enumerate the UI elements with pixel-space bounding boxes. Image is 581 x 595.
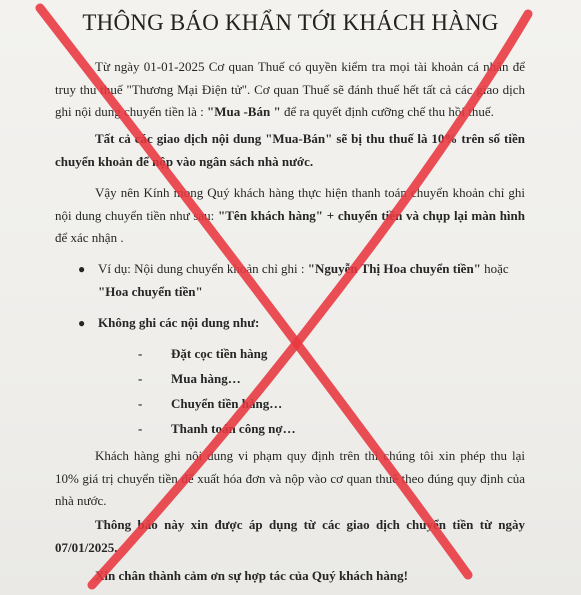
bullet-dot-icon: ● — [78, 316, 86, 330]
list-item: Thanh toán công nợ… — [171, 421, 296, 436]
bullet-example: ● Ví dụ: Nội dung chuyển khoản chỉ ghi : "Nguyễn Thị Hoa chuyển tiền" hoặc "Hoa chuyển tiền" — [98, 258, 528, 303]
paragraph-tax-rate: Tất cả các giao dịch nội dung "Mua-Bán" sẽ bị thu thuế là 10% trên số tiền chuyển khoản để nộp vào ngân sách nhà nước. — [55, 131, 525, 169]
dash-marker: - — [138, 421, 143, 436]
paragraph-violation: Khách hàng ghi nội dung vi phạm quy định trên thì chúng tôi xin phép thu lại 10% giá trị chuyển tiền để xuất hóa đơn và nộp vào cơ quan thuế theo đúng quy định của nhà nước. — [55, 448, 525, 508]
paragraph-tax-inspection: Từ ngày 01-01-2025 Cơ quan Thuế có quyền kiểm tra mọi tài khoản cá nhân để truy thu thuế "Thương Mại Điện tử". Cơ quan Thuế sẽ đánh thuế hết tất cả các giao dịch ghi nội dung chuyển tiền là : "Mua -Bán " để ra quyết định cưỡng chế thu hồi thuế. — [55, 59, 525, 119]
list-item: Đặt cọc tiền hàng — [171, 346, 268, 361]
paragraph-transfer-instruction: Vậy nên Kính mong Quý khách hàng thực hiện thanh toán chuyển khoản chỉ ghi nội dung chuyển tiền như sau: "Tên khách hàng" + chuyển tiền và chụp lại màn hình để xác nhận . — [55, 185, 525, 245]
dash-marker: - — [138, 371, 143, 386]
notice-title: THÔNG BÁO KHẨN TỚI KHÁCH HÀNG — [82, 10, 499, 35]
bullet-do-not-write: ● Không ghi các nội dung như: — [98, 312, 528, 335]
bullet-dot-icon: ● — [78, 262, 86, 276]
paragraph-effective-date: Thông báo này xin được áp dụng từ các giao dịch chuyển tiền từ ngày 07/01/2025. — [55, 517, 525, 555]
list-item: Chuyển tiền hàng… — [171, 396, 283, 411]
paragraph-thanks: Xin chân thành cảm ơn sự hợp tác của Quý khách hàng! — [95, 568, 408, 583]
dash-marker: - — [138, 346, 143, 361]
dash-marker: - — [138, 396, 143, 411]
list-item: Mua hàng… — [171, 371, 241, 386]
